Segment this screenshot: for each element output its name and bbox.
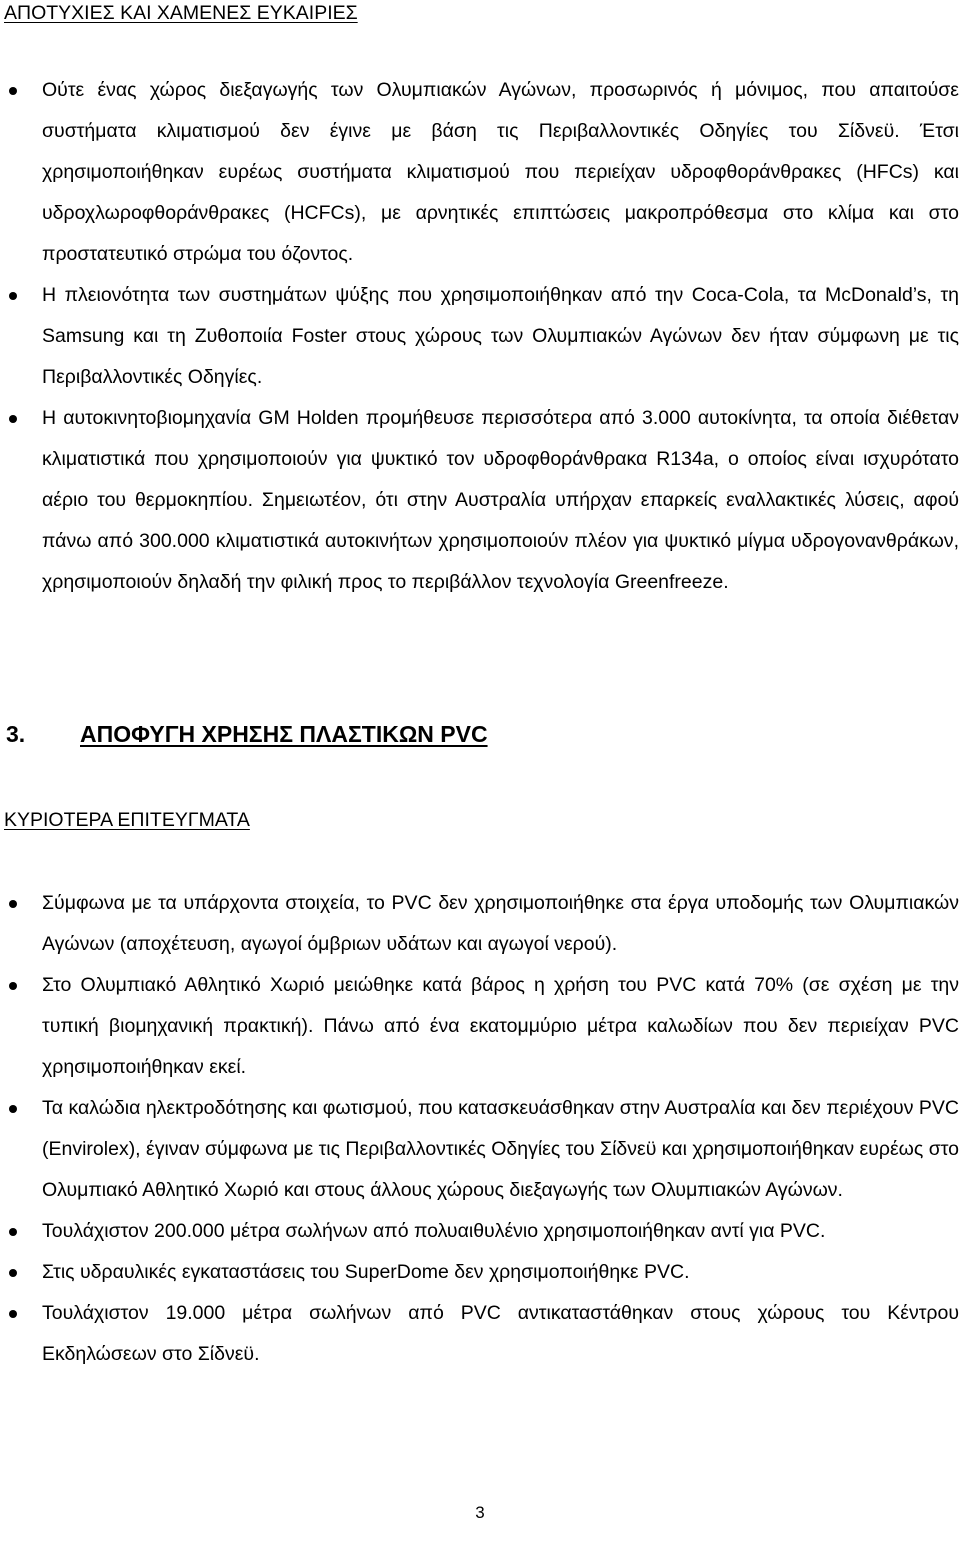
list-item xyxy=(0,70,960,275)
bullet-icon xyxy=(9,87,17,95)
list-item-text: Τουλάχιστον 200.000 μέτρα σωλήνων από πολυαιθυλένιο χρησιμοποιήθηκαν αντί για PVC. xyxy=(42,1220,826,1242)
list-item-text: Τουλάχιστον 19.000 μέτρα σωλήνων από PVC αντικαταστάθηκαν στους χώρους του Κέντρου Εκδηλώσεων στο Σίδνεϋ. xyxy=(42,1302,959,1365)
list-item xyxy=(0,1211,960,1252)
list-item-text: Στο Ολυμπιακό Αθλητικό Χωριό μειώθηκε κατά βάρος η χρήση του PVC κατά 70% (σε σχέση με την τυπική βιομηχανική πρακτική). Πάνω από ένα εκατομμύριο μέτρα καλωδίων που δεν περιείχαν PVC χρησιμοποιήθηκαν εκεί. xyxy=(42,974,959,1078)
list-item xyxy=(0,1293,960,1375)
list-item xyxy=(0,275,960,398)
achievements-heading: ΚΥΡΙΟΤΕΡΑ ΕΠΙΤΕΥΓΜΑΤΑ xyxy=(4,809,250,831)
list-item xyxy=(0,883,960,965)
bullet-icon xyxy=(9,415,17,423)
bullet-icon xyxy=(9,900,17,908)
list-item-text: Η αυτοκινητοβιομηχανία GM Holden προμήθευσε περισσότερα από 3.000 αυτοκίνητα, τα οποία διέθεταν κλιματιστικά που χρησιμοποιούν για ψυκτικό τον υδροφθοράνθρακα R134a, ο οποίος είναι ισχυρότατο αέριο του θερμοκηπίου. Σημειωτέον, ότι στην Αυστραλία υπήρχαν επαρκείς εναλλακτικές λύσεις, αφού πάνω από 300.000 κλιματιστικά αυτοκινήτων χρησιμοποιούν πλέον για ψυκτικό μίγμα υδρογονανθράκων, χρησιμοποιούν δηλαδή την φιλική προς το περιβάλλον τεχνολογία Greenfreeze. xyxy=(42,407,959,593)
section-number: 3. xyxy=(6,721,26,747)
list-item-text: Η πλειονότητα των συστημάτων ψύξης που χρησιμοποιήθηκαν από την Coca-Cola, τα McDonald’s, τη Samsung και τη Ζυθοποιία Foster στους χώρους των Ολυμπιακών Αγώνων δεν ήταν σύμφωνη με τις Περιβαλλοντικές Οδηγίες. xyxy=(42,284,959,388)
list-item-text: Τα καλώδια ηλεκτροδότησης και φωτισμού, που κατασκευάσθηκαν στην Αυστραλία και δεν περιέχουν PVC (Envirolex), έγιναν σύμφωνα με τις Περιβαλλοντικές Οδηγίες του Σίδνεϋ και χρησιμοποιήθηκαν ευρέως στο Ολυμπιακό Αθλητικό Χωριό και στους άλλους χώρους διεξαγωγής των Ολυμπιακών Αγώνων. xyxy=(42,1097,960,1201)
list-item xyxy=(0,1088,960,1211)
bullet-icon xyxy=(9,1269,17,1277)
list-item xyxy=(0,965,960,1088)
list-item-text: Ούτε ένας χώρος διεξαγωγής των Ολυμπιακών Αγώνων, προσωρινός ή μόνιμος, που απαιτούσε συστήματα κλιματισμού δεν έγινε με βάση τις Περιβαλλοντικές Οδηγίες του Σίδνεϋ. Έτσι χρησιμοποιήθηκαν ευρέως συστήματα κλιματισμού που περιείχαν υδροφθοράνθρακες (HFCs) και υδροχλωροφθοράνθρακες (HCFCs), με αρνητικές επιπτώσεις μακροπρόθεσμα στο κλίμα και στο προστατευτικό στρώμα του όζοντος. xyxy=(42,79,959,265)
list-item xyxy=(0,398,960,603)
list-item-text: Σύμφωνα με τα υπάρχοντα στοιχεία, το PVC δεν χρησιμοποιήθηκε στα έργα υποδομής των Ολυμπιακών Αγώνων (αποχέτευση, αγωγοί όμβριων υδάτων και αγωγοί νερού). xyxy=(42,892,959,955)
bullet-icon xyxy=(9,982,17,990)
achievements-list xyxy=(0,883,960,1375)
failures-list xyxy=(0,70,960,603)
page-number: 3 xyxy=(475,1503,485,1522)
section-title-text: ΑΠΟΦΥΓΗ ΧΡΗΣΗΣ ΠΛΑΣΤΙΚΩΝ PVC xyxy=(80,721,488,747)
bullet-icon xyxy=(9,1228,17,1236)
bullet-icon xyxy=(9,292,17,300)
bullet-icon xyxy=(9,1105,17,1113)
list-item xyxy=(0,1252,960,1293)
bullet-icon xyxy=(9,1310,17,1318)
section-title xyxy=(6,721,488,748)
failures-heading: ΑΠΟΤΥΧΙΕΣ ΚΑΙ ΧΑΜΕΝΕΣ ΕΥΚΑΙΡΙΕΣ xyxy=(4,2,358,24)
list-item-text: Στις υδραυλικές εγκαταστάσεις του SuperDome δεν χρησιμοποιήθηκε PVC. xyxy=(42,1261,690,1283)
